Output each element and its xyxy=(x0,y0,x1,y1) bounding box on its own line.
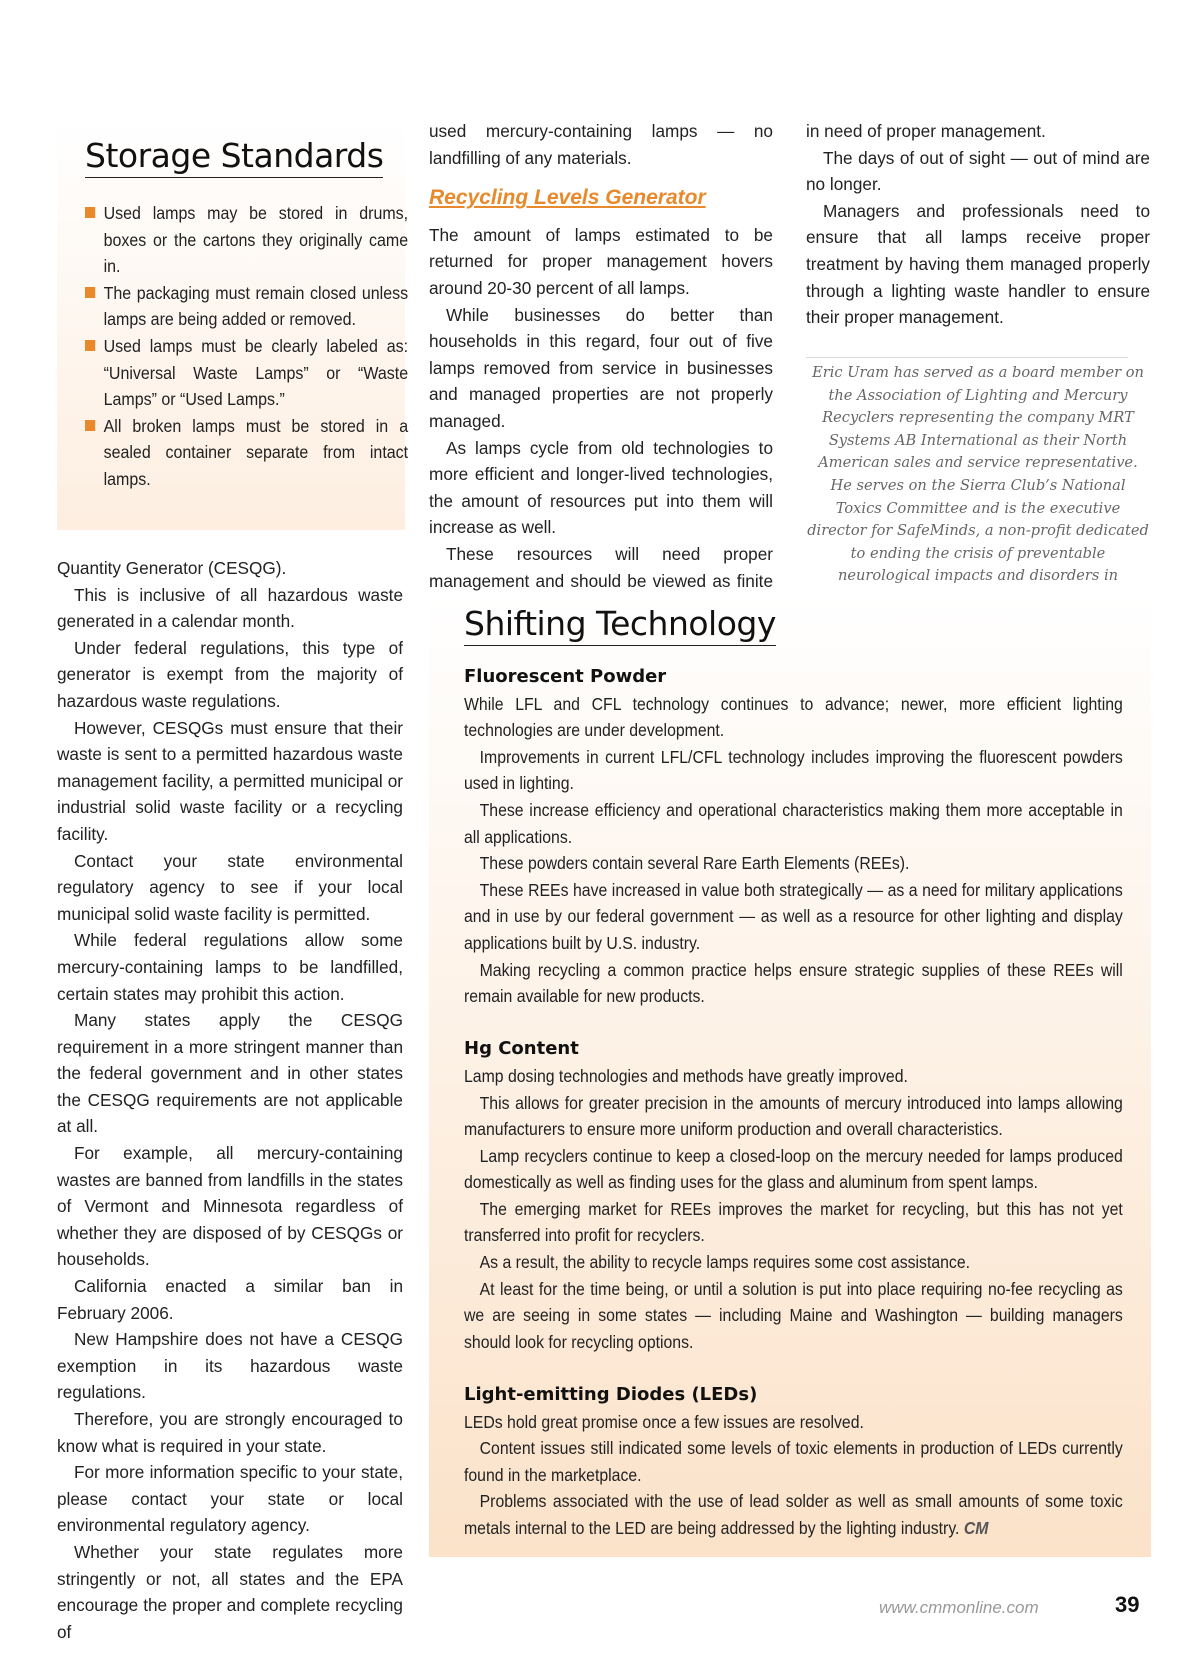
section-heading: Fluorescent Powder xyxy=(464,666,667,687)
paragraph: As a result, the ability to recycle lamps requires some cost assistance. xyxy=(479,1252,971,1273)
paragraph: Under federal regulations, this type of generator is exempt from the majority of hazardous waste regulations. xyxy=(57,637,403,711)
paragraph: Content issues still indicated some levels of toxic elements in production of LEDs currently found in the marketplace. xyxy=(464,1438,1123,1485)
paragraph: The emerging market for REEs improves the market for recycling, but this has not yet transferred into profit for recyclers. xyxy=(464,1198,1123,1246)
spacer xyxy=(464,1355,1124,1382)
orange-square-bullet-icon xyxy=(85,420,95,431)
paragraph: Managers and professionals need to ensure that all lamps receive proper treatment by having them managed properly through a lighting waste handler to ensure their proper management. xyxy=(806,200,1150,328)
paragraph: These resources will need proper management and should be viewed as finite xyxy=(429,543,773,591)
paragraph: While businesses do better than households in this regard, four out of five lamps removed from service in businesses and managed properties are not properly managed. xyxy=(429,304,773,431)
paragraph: The amount of lamps estimated to be returned for proper management hovers around 20-30 percent of all lamps. xyxy=(429,224,773,298)
paragraph: Lamp recyclers continue to keep a closed-loop on the mercury needed for lamps produced domestically as well as finding uses for the glass and aluminum from spent lamps. xyxy=(464,1145,1123,1193)
recycling-levels-heading: Recycling Levels Generator xyxy=(429,186,706,210)
page-number: 39 xyxy=(1115,1592,1140,1617)
left-column-text xyxy=(57,555,403,1645)
paragraph: Improvements in current LFL/CFL technology includes improving the fluorescent powders used in lighting. xyxy=(464,746,1123,794)
middle-column-text xyxy=(429,118,773,621)
paragraph: Making recycling a common practice helps ensure strategic supplies of these REEs will remain available for new products. xyxy=(464,959,1123,1007)
spacer xyxy=(464,1010,1124,1037)
shifting-technology-title: Shifting Technology xyxy=(464,604,776,646)
paragraph: Contact your state environmental regulatory agency to see if your local municipal solid waste facility is permitted. xyxy=(57,850,403,924)
list-item: The packaging must remain closed unless lamps are being added or removed. xyxy=(85,280,408,333)
storage-standards-title: Storage Standards xyxy=(85,136,383,178)
paragraph: LEDs hold great promise once a few issues are resolved. xyxy=(464,1411,864,1432)
paragraph: These increase efficiency and operational characteristics making them more acceptable in all applications. xyxy=(464,799,1123,847)
paragraph: At least for the time being, or until a solution is put into place requiring no-fee recycling as we are seeing in some states — including Maine and Washington — building managers should look for recycling options. xyxy=(464,1278,1123,1352)
paragraph: For example, all mercury-containing wastes are banned from landfills in the states of Vermont and Minnesota regardless of whether they are disposed of by CESQGs or households. xyxy=(57,1143,403,1270)
paragraph: Whether your state regulates more stringently or not, all states and the EPA encourage the proper and complete recycling of xyxy=(57,1541,403,1642)
author-bio: Eric Uram has served as a board member on the Association of Lighting and Mercury Recyclers representing the company MRT Systems AB International as their North American sales and service representative. He serves on the Sierra Club’s National Toxics Committee and is the executive director for SafeMinds, a non-profit dedicated to ending the crisis of preventable neurological impacts and disorders in xyxy=(807,364,1149,585)
orange-square-bullet-icon xyxy=(85,287,95,298)
paragraph: These REEs have increased in value both strategically — as a need for military applications and in use by our federal government — as well as a resource for other lighting and display applications built by U.S. industry. xyxy=(464,879,1123,953)
orange-square-bullet-icon xyxy=(85,340,95,351)
right-column-text xyxy=(806,118,1150,331)
paragraph: in need of proper management. xyxy=(806,121,1046,141)
paragraph: Many states apply the CESQG requirement in a more stringent manner than the federal government and in other states the CESQG requirements are not applicable at all. xyxy=(57,1010,403,1137)
paragraph: New Hampshire does not have a CESQG exemption in its hazardous waste regulations. xyxy=(57,1329,403,1403)
shifting-technology-box xyxy=(429,592,1151,1557)
paragraph: Quantity Generator (CESQG). xyxy=(57,558,287,578)
storage-standards-list xyxy=(85,200,409,493)
paragraph: While federal regulations allow some mercury-containing lamps to be landfilled, certain states may prohibit this action. xyxy=(57,930,403,1004)
list-item: All broken lamps must be stored in a sealed container separate from intact lamps. xyxy=(85,413,408,493)
paragraph: This is inclusive of all hazardous waste generated in a calendar month. xyxy=(57,584,403,632)
paragraph: This allows for greater precision in the amounts of mercury introduced into lamps allowing manufacturers to ensure more uniform production and overall characteristics. xyxy=(464,1092,1123,1140)
paragraph: Lamp dosing technologies and methods have greatly improved. xyxy=(464,1065,908,1086)
paragraph: These powders contain several Rare Earth Elements (REEs). xyxy=(479,853,910,874)
list-item: Used lamps may be stored in drums, boxes or the cartons they originally came in. xyxy=(85,200,408,280)
divider xyxy=(806,357,1128,358)
paragraph: While LFL and CFL technology continues to advance; newer, more efficient lighting technologies are under development. xyxy=(464,693,1123,741)
section-heading: Light-emitting Diodes (LEDs) xyxy=(464,1384,758,1406)
paragraph: As lamps cycle from old technologies to more efficient and longer-lived technologies, the amount of resources put into them will increase as well. xyxy=(429,437,773,538)
paragraph: Problems associated with the use of lead solder as well as small amounts of some toxic metals internal to the LED are being addressed by the lighting industry. CM xyxy=(464,1491,1123,1538)
paragraph: However, CESQGs must ensure that their waste is sent to a permitted hazardous waste management facility, a permitted municipal or industrial solid waste facility or a recycling facility. xyxy=(57,717,403,844)
paragraph: For more information specific to your state, please contact your state or local environmental regulatory agency. xyxy=(57,1462,403,1536)
end-mark: CM xyxy=(963,1518,989,1538)
paragraph: Therefore, you are strongly encouraged to know what is required in your state. xyxy=(57,1409,403,1456)
orange-square-bullet-icon xyxy=(85,207,95,218)
section-heading: Hg Content xyxy=(464,1038,579,1060)
paragraph: California enacted a similar ban in February 2006. xyxy=(57,1276,403,1323)
paragraph: used mercury-containing lamps — no landfilling of any materials. xyxy=(429,121,773,168)
storage-standards-box xyxy=(57,120,409,530)
shifting-technology-content xyxy=(464,664,1124,1542)
paragraph: The days of out of sight — out of mind are no longer. xyxy=(806,147,1150,195)
list-item: Used lamps must be clearly labeled as: “Universal Waste Lamps” or “Waste Lamps” or “Used Lamps.” xyxy=(85,333,408,413)
footer-url: www.cmmonline.com xyxy=(879,1598,1039,1617)
